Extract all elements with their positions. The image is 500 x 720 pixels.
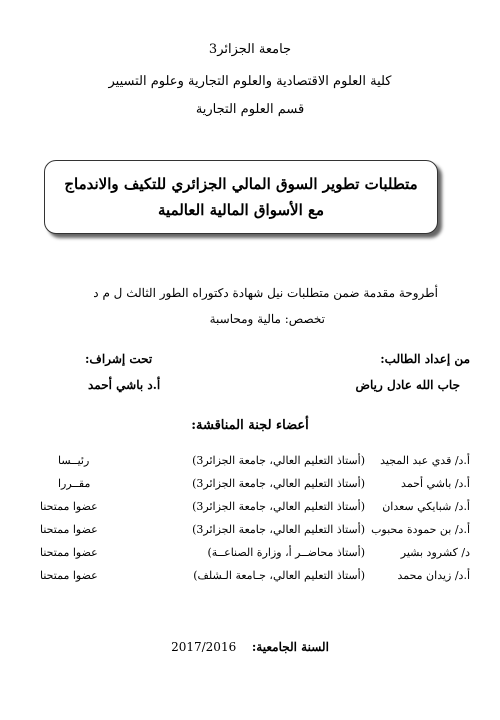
- committee-row: [30, 523, 470, 541]
- committee-row: [30, 546, 470, 564]
- academic-year-value: 2017/2016: [171, 640, 237, 654]
- member-affiliation: (أستاذ التعليم العالي، جامعة الجزائر3): [192, 454, 365, 467]
- faculty-name: كلية العلوم الاقتصادية والعلوم التجارية وعلوم التسيير: [108, 74, 392, 89]
- member-name: أ.د/ زيدان محمد: [397, 569, 470, 582]
- academic-year-label: السنة الجامعية:: [251, 640, 329, 654]
- prepared-by-label: من إعداد الطالب:: [380, 352, 470, 366]
- committee-row: [30, 477, 470, 495]
- member-affiliation: (أستاذ التعليم العالي، جـامعة الـشلف): [193, 569, 365, 582]
- member-role: رئيــسا: [58, 454, 90, 467]
- committee-row: [30, 454, 470, 472]
- member-affiliation: (أستاذ التعليم العالي، جامعة الجزائر3): [192, 523, 365, 536]
- member-name: أ.د/ باشي أحمد: [401, 477, 470, 490]
- member-name: د/ كشرود بشير: [400, 546, 470, 559]
- member-role: عضوا ممتحنا: [40, 500, 98, 513]
- member-affiliation: (أستاذ التعليم العالي، جامعة الجزائر3): [192, 500, 365, 513]
- member-role: مقــررا: [58, 477, 91, 490]
- thesis-title-line2: مع الأسواق المالية العالمية: [158, 201, 325, 219]
- member-role: عضوا ممتحنا: [40, 523, 98, 536]
- thesis-title-line1: متطلبات تطوير السوق المالي الجزائري للتكيف والاندماج: [64, 175, 418, 193]
- supervisor-label: تحت إشراف:: [85, 352, 153, 366]
- committee-row: [30, 500, 470, 518]
- committee-row: [30, 569, 470, 587]
- supervisor-name: أ.د باشي أحمد: [88, 378, 161, 392]
- department-name: قسم العلوم التجارية: [195, 102, 305, 117]
- thesis-description: أطروحة مقدمة ضمن متطلبات نيل شهادة دكتوراه الطور الثالث ل م د: [93, 286, 438, 300]
- member-name: أ.د/ قدي عبد المجيد: [380, 454, 470, 467]
- academic-year: [0, 640, 500, 654]
- member-name: أ.د/ شبايكي سعدان: [382, 500, 470, 513]
- member-role: عضوا ممتحنا: [40, 569, 98, 582]
- member-name: أ.د/ بن حمودة محبوب: [371, 523, 470, 536]
- member-affiliation: (أستاذ التعليم العالي، جامعة الجزائر3): [192, 477, 365, 490]
- member-role: عضوا ممتحنا: [40, 546, 98, 559]
- thesis-title-box: [44, 160, 438, 234]
- university-name: جامعة الجزائر3: [208, 42, 292, 57]
- member-affiliation: (أستاذ محاضــر أ، وزارة الصناعــة): [207, 546, 365, 559]
- thesis-specialty: تخصص: مالية ومحاسبة: [209, 312, 325, 326]
- committee-heading: أعضاء لجنة المناقشة:: [191, 418, 309, 433]
- student-name: جاب الله عادل رياض: [355, 378, 460, 392]
